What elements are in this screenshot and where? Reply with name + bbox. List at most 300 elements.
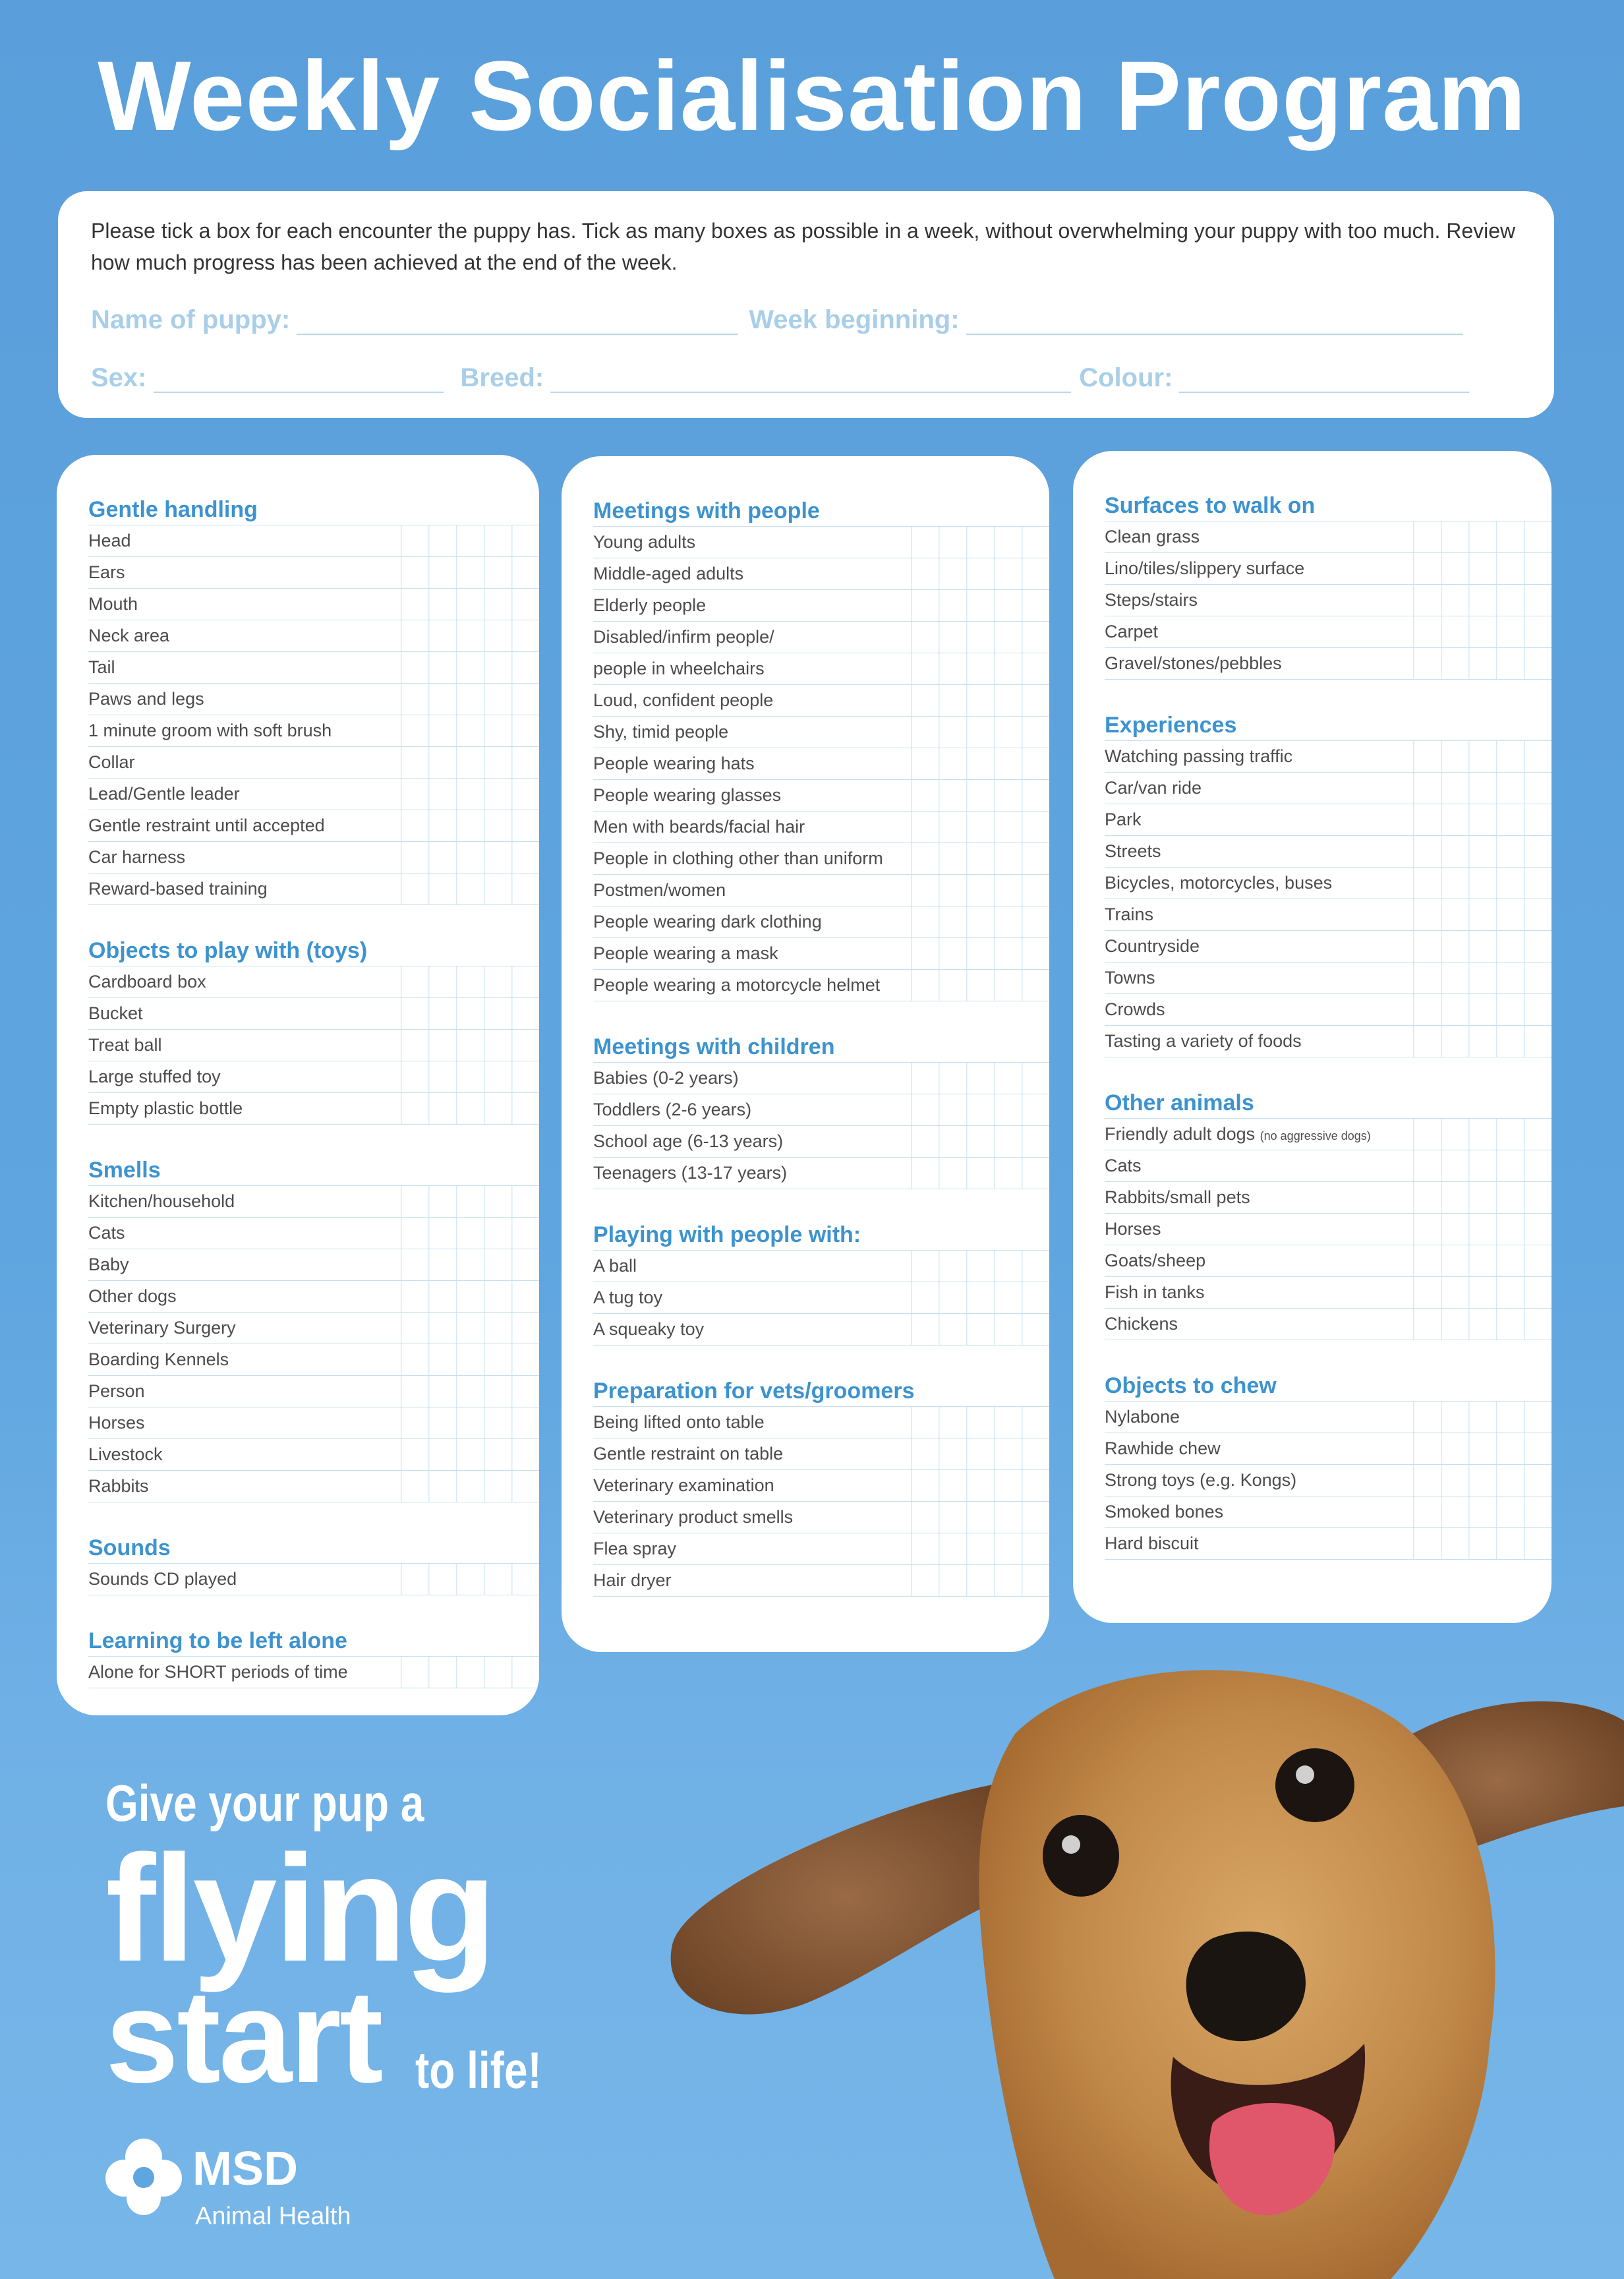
section-meetings-with-people (593, 496, 1049, 1001)
tick-boxes[interactable] (911, 843, 1049, 874)
item-text: Countryside (1105, 936, 1200, 956)
item-text: Nylabone (1105, 1407, 1180, 1427)
checklist-row (593, 558, 1049, 590)
item-text: Toddlers (2-6 years) (593, 1100, 752, 1119)
tick-boxes[interactable] (401, 1218, 539, 1249)
tick-boxes[interactable] (911, 1407, 1049, 1438)
tick-boxes[interactable] (911, 938, 1049, 969)
checklist-row (593, 906, 1049, 938)
tick-boxes[interactable] (1413, 1182, 1552, 1213)
tick-boxes[interactable] (401, 1093, 539, 1124)
checklist-row (1105, 1277, 1552, 1309)
item-text: Steps/stairs (1105, 590, 1198, 610)
tick-boxes[interactable] (401, 1061, 539, 1092)
tick-boxes[interactable] (401, 525, 539, 556)
item-text: Chickens (1105, 1314, 1178, 1334)
item-text: People in clothing other than uniform (593, 848, 883, 868)
item-text: Tasting a variety of foods (1105, 1031, 1302, 1051)
brand-subtitle: Animal Health (195, 2203, 351, 2230)
item-text: 1 minute groom with soft brush (88, 721, 332, 740)
checklist-row (88, 525, 539, 557)
item-text: Lead/Gentle leader (88, 784, 240, 804)
tick-boxes[interactable] (401, 1281, 539, 1312)
section-gap (1073, 680, 1552, 710)
checklist-row (88, 715, 539, 747)
item-text: Ears (88, 562, 125, 582)
section-objects-to-chew (1105, 1371, 1552, 1560)
checklist-row (1105, 868, 1552, 899)
checklist-row (1105, 1309, 1552, 1340)
checklist-row (88, 557, 539, 589)
section-preparation-for-vets-groomers (593, 1376, 1049, 1597)
checklist-row (593, 1533, 1049, 1565)
tick-boxes[interactable] (1413, 1465, 1552, 1496)
checklist-row (1105, 553, 1552, 585)
checklist-column-1 (57, 455, 539, 1715)
tick-boxes[interactable] (1413, 1245, 1552, 1276)
checklist-row (1105, 899, 1552, 931)
item-text: Car/van ride (1105, 778, 1202, 798)
item-text: Hard biscuit (1105, 1533, 1199, 1553)
section-smells (88, 1155, 539, 1502)
checklist-row (593, 1094, 1049, 1126)
tick-boxes[interactable] (911, 653, 1049, 684)
checklist-row (88, 1218, 539, 1249)
item-text: Park (1105, 810, 1142, 829)
tick-boxes[interactable] (1413, 1277, 1552, 1308)
checklist-row (88, 652, 539, 684)
tick-boxes[interactable] (1413, 521, 1552, 552)
breed-field[interactable] (550, 365, 1071, 393)
tick-boxes[interactable] (911, 875, 1049, 906)
tick-boxes[interactable] (401, 1564, 539, 1595)
breed-label: Breed: (460, 363, 544, 392)
tick-boxes[interactable] (911, 622, 1049, 653)
section-title: Meetings with children (593, 1032, 1049, 1063)
item-text: Clean grass (1105, 527, 1200, 547)
item-text: Watching passing traffic (1105, 746, 1293, 766)
item-note: (no aggressive dogs) (1260, 1129, 1371, 1142)
tick-boxes[interactable] (911, 1251, 1049, 1282)
checklist-row (593, 1407, 1049, 1438)
section-gap (57, 1595, 539, 1626)
section-gentle-handling (88, 494, 539, 905)
checklist-row (593, 1158, 1049, 1189)
checklist-row (88, 779, 539, 810)
checklist-row (1105, 648, 1552, 680)
tick-boxes[interactable] (1413, 899, 1552, 930)
checklist-row (1105, 1245, 1552, 1277)
item-text: Gravel/stones/pebbles (1105, 653, 1282, 673)
tick-boxes[interactable] (1413, 804, 1552, 835)
brand-name: MSD (192, 2143, 298, 2195)
checklist-row (88, 1407, 539, 1439)
intro-panel (58, 191, 1554, 418)
checklist-row (88, 1657, 539, 1688)
checklist-row (88, 1281, 539, 1313)
checklist-row (1105, 1182, 1552, 1214)
tagline-line-2: flying (105, 1823, 494, 1993)
item-text: Goats/sheep (1105, 1251, 1206, 1270)
item-text: Being lifted onto table (593, 1412, 765, 1432)
tick-boxes[interactable] (401, 1657, 539, 1688)
checklist-row (88, 873, 539, 905)
tick-boxes[interactable] (1413, 1214, 1552, 1245)
tick-boxes[interactable] (1413, 585, 1552, 616)
tick-boxes[interactable] (1413, 1496, 1552, 1527)
section-experiences (1105, 710, 1552, 1057)
item-text: Boarding Kennels (88, 1349, 229, 1369)
checklist-row (88, 966, 539, 998)
item-text: Carpet (1105, 622, 1159, 641)
tick-boxes[interactable] (1413, 1402, 1552, 1433)
item-text: People wearing dark clothing (593, 912, 822, 932)
checklist-row (593, 717, 1049, 748)
checklist-row (88, 998, 539, 1030)
checklist-row (1105, 741, 1552, 773)
puppy-photo (633, 1635, 1624, 2279)
section-title: Surfaces to walk on (1105, 490, 1552, 521)
section-playing-with-people-with (593, 1220, 1049, 1346)
checklist-row (593, 1314, 1049, 1346)
checklist-column-2 (562, 456, 1049, 1652)
tick-boxes[interactable] (911, 1282, 1049, 1313)
item-text: Loud, confident people (593, 690, 774, 710)
item-text: Babies (0-2 years) (593, 1068, 739, 1088)
checklist-row (1105, 1465, 1552, 1496)
item-text: Lino/tiles/slippery surface (1105, 558, 1305, 578)
item-text: Tail (88, 657, 115, 677)
tick-boxes[interactable] (401, 1249, 539, 1280)
section-title: Other animals (1105, 1088, 1552, 1119)
section-title: Experiences (1105, 710, 1552, 741)
checklist-row (593, 1063, 1049, 1094)
fields-row-1 (91, 293, 1521, 335)
tick-boxes[interactable] (1413, 1119, 1552, 1150)
tick-boxes[interactable] (1413, 836, 1552, 867)
section-title: Playing with people with: (593, 1220, 1049, 1251)
section-learning-to-be-left-alone (88, 1626, 539, 1688)
msd-logo-icon (104, 2137, 183, 2216)
item-text: Alone for SHORT periods of time (88, 1662, 348, 1682)
checklist-row (88, 842, 539, 873)
item-text: People wearing hats (593, 754, 755, 773)
week-field[interactable] (966, 307, 1463, 335)
checklist-row (593, 938, 1049, 970)
tick-boxes[interactable] (911, 527, 1049, 558)
item-text: Disabled/infirm people/ (593, 627, 774, 647)
item-text: People wearing a motorcycle helmet (593, 975, 881, 995)
fields-row-2 (91, 351, 1521, 393)
checklist-row (1105, 585, 1552, 616)
tick-boxes[interactable] (401, 779, 539, 810)
tick-boxes[interactable] (1413, 868, 1552, 899)
tick-boxes[interactable] (1413, 1433, 1552, 1464)
item-text: Empty plastic bottle (88, 1098, 243, 1118)
item-text: Middle-aged adults (593, 564, 744, 583)
item-text: Head (88, 531, 131, 550)
tick-boxes[interactable] (911, 906, 1049, 937)
item-text: Treat ball (88, 1035, 162, 1055)
tick-boxes[interactable] (911, 970, 1049, 1001)
item-text: Smoked bones (1105, 1502, 1224, 1522)
instructions-text: Please tick a box for each encounter the puppy has. Tick as many boxes as possible in a week, without overwhelming your puppy with too much. Review how much progress has been achieved at the end of the week. (91, 219, 1516, 274)
checklist-row (593, 812, 1049, 843)
checklist-row (88, 1249, 539, 1281)
checklist-row (1105, 616, 1552, 648)
tick-boxes[interactable] (401, 1344, 539, 1375)
tick-boxes[interactable] (911, 1126, 1049, 1157)
tick-boxes[interactable] (401, 589, 539, 620)
item-text: Shy, timid people (593, 722, 729, 742)
section-gap (57, 905, 539, 935)
checklist-row (88, 1376, 539, 1407)
item-text: Teenagers (13-17 years) (593, 1163, 788, 1183)
section-title: Learning to be left alone (88, 1626, 539, 1657)
tick-boxes[interactable] (401, 715, 539, 746)
tick-boxes[interactable] (1413, 773, 1552, 804)
item-text: Friendly adult dogs (1105, 1124, 1256, 1144)
checklist-row (593, 970, 1049, 1001)
checklist-row (593, 1470, 1049, 1502)
item-text: A squeaky toy (593, 1319, 705, 1339)
item-text: Rawhide chew (1105, 1438, 1221, 1458)
checklist-row (1105, 773, 1552, 804)
tick-boxes[interactable] (911, 1533, 1049, 1564)
item-text: Mouth (88, 594, 138, 614)
checklist-row (88, 1471, 539, 1502)
colour-label: Colour: (1079, 363, 1173, 392)
item-text: Baby (88, 1255, 129, 1274)
checklist-row (1105, 1528, 1552, 1560)
checklist-row (593, 1126, 1049, 1158)
tagline-line-1: Give your pup a (105, 1774, 424, 1832)
tick-boxes[interactable] (1413, 741, 1552, 772)
name-field[interactable] (297, 307, 738, 335)
tick-boxes[interactable] (911, 1502, 1049, 1533)
tick-boxes[interactable] (401, 1471, 539, 1502)
tick-boxes[interactable] (911, 1438, 1049, 1469)
checklist-row (88, 747, 539, 779)
checklist-row (1105, 1026, 1552, 1057)
item-text: Gentle restraint until accepted (88, 815, 325, 835)
item-text: Paws and legs (88, 689, 204, 709)
tick-boxes[interactable] (1413, 994, 1552, 1025)
checklist-row (88, 1344, 539, 1376)
item-text: Gentle restraint on table (593, 1444, 784, 1464)
checklist-row (88, 810, 539, 842)
tick-boxes[interactable] (401, 810, 539, 841)
tick-boxes[interactable] (401, 747, 539, 778)
section-gap (1073, 1340, 1552, 1371)
item-text: Bucket (88, 1003, 143, 1023)
item-text: Large stuffed toy (88, 1067, 221, 1086)
tick-boxes[interactable] (401, 998, 539, 1029)
name-label: Name of puppy: (91, 305, 291, 334)
tick-boxes[interactable] (1413, 1528, 1552, 1559)
checklist-row (88, 1061, 539, 1093)
section-title: Preparation for vets/groomers (593, 1376, 1049, 1407)
checklist-row (1105, 804, 1552, 836)
item-text: Postmen/women (593, 880, 726, 900)
tick-boxes[interactable] (1413, 962, 1552, 993)
checklist-row (88, 1439, 539, 1471)
item-text: Other dogs (88, 1286, 177, 1306)
checklist-row (1105, 1496, 1552, 1528)
section-title: Meetings with people (593, 496, 1049, 527)
checklist-row (1105, 931, 1552, 962)
item-text: Flea spray (593, 1539, 677, 1558)
tick-boxes[interactable] (401, 684, 539, 715)
checklist-row (593, 1502, 1049, 1533)
checklist-row (1105, 521, 1552, 553)
checklist-row (88, 589, 539, 620)
item-text: Sounds CD played (88, 1569, 237, 1589)
item-text: Neck area (88, 626, 170, 645)
item-text: Trains (1105, 904, 1154, 924)
checklist-column-3 (1073, 451, 1552, 1623)
section-objects-to-play-with-toys (88, 935, 539, 1125)
tick-boxes[interactable] (401, 1376, 539, 1407)
section-gap (562, 1001, 1049, 1032)
section-gap (1073, 1057, 1552, 1088)
checklist-row (88, 1313, 539, 1344)
tick-boxes[interactable] (911, 1565, 1049, 1596)
tick-boxes[interactable] (911, 1094, 1049, 1125)
tick-boxes[interactable] (401, 1407, 539, 1438)
section-gap (57, 1125, 539, 1155)
tick-boxes[interactable] (1413, 648, 1552, 679)
week-label: Week beginning: (749, 305, 960, 334)
item-text: Veterinary product smells (593, 1507, 794, 1527)
item-text: Bicycles, motorcycles, buses (1105, 873, 1333, 893)
section-gap (57, 1502, 539, 1533)
page-title: Weekly Socialisation Program (98, 40, 1526, 151)
tick-boxes[interactable] (911, 812, 1049, 843)
tick-boxes[interactable] (911, 780, 1049, 811)
item-text: Collar (88, 752, 135, 772)
tick-boxes[interactable] (401, 557, 539, 588)
item-text: Elderly people (593, 595, 707, 615)
checklist-row (593, 748, 1049, 780)
item-text: Streets (1105, 841, 1161, 861)
checklist-row (593, 622, 1049, 653)
sex-label: Sex: (91, 363, 147, 392)
item-text: people in wheelchairs (593, 659, 765, 678)
checklist-row (1105, 836, 1552, 868)
checklist-row (1105, 1214, 1552, 1245)
section-sounds (88, 1533, 539, 1595)
tick-boxes[interactable] (401, 842, 539, 873)
section-title: Smells (88, 1155, 539, 1186)
section-surfaces-to-walk-on (1105, 490, 1552, 680)
checklist-row (88, 620, 539, 652)
item-text: Cats (88, 1223, 125, 1243)
section-other-animals (1105, 1088, 1552, 1340)
item-text: Reward-based training (88, 879, 268, 899)
tick-boxes[interactable] (911, 1158, 1049, 1189)
item-text: Strong toys (e.g. Kongs) (1105, 1470, 1297, 1490)
tick-boxes[interactable] (1413, 616, 1552, 647)
tick-boxes[interactable] (1413, 553, 1552, 584)
tick-boxes[interactable] (401, 652, 539, 683)
tick-boxes[interactable] (1413, 1150, 1552, 1181)
checklist-row (593, 653, 1049, 685)
tick-boxes[interactable] (401, 1313, 539, 1344)
section-meetings-with-children (593, 1032, 1049, 1189)
checklist-row (593, 875, 1049, 906)
item-text: School age (6-13 years) (593, 1131, 784, 1151)
checklist-row (593, 590, 1049, 622)
item-text: Horses (1105, 1219, 1161, 1239)
tick-boxes[interactable] (1413, 1309, 1552, 1340)
section-gap (562, 1189, 1049, 1220)
tick-boxes[interactable] (911, 558, 1049, 589)
tick-boxes[interactable] (401, 620, 539, 651)
section-title: Sounds (88, 1533, 539, 1564)
item-text: Young adults (593, 532, 696, 552)
item-text: A ball (593, 1256, 637, 1276)
checklist-row (1105, 1433, 1552, 1465)
checklist-row (593, 780, 1049, 812)
sex-field[interactable] (154, 365, 444, 393)
item-text: Person (88, 1381, 145, 1401)
tick-boxes[interactable] (401, 1030, 539, 1061)
checklist-row (88, 1030, 539, 1061)
tick-boxes[interactable] (911, 685, 1049, 716)
tick-boxes[interactable] (911, 1314, 1049, 1345)
item-text: Livestock (88, 1444, 163, 1464)
item-text: Veterinary examination (593, 1475, 774, 1495)
item-text: Cardboard box (88, 972, 206, 992)
item-text: Kitchen/household (88, 1191, 235, 1211)
item-text: Car harness (88, 847, 186, 867)
item-text: Towns (1105, 968, 1155, 988)
section-title: Objects to play with (toys) (88, 935, 539, 966)
checklist-row (88, 1564, 539, 1595)
item-text: Men with beards/facial hair (593, 817, 805, 837)
tick-boxes[interactable] (911, 1063, 1049, 1094)
tick-boxes[interactable] (1413, 931, 1552, 962)
item-text: Horses (88, 1413, 145, 1433)
tagline-line-4: to life! (415, 2041, 542, 2099)
tick-boxes[interactable] (911, 1470, 1049, 1501)
checklist-row (593, 843, 1049, 875)
item-text: Hair dryer (593, 1570, 672, 1590)
item-text: Crowds (1105, 999, 1165, 1019)
section-title: Objects to chew (1105, 1371, 1552, 1402)
tick-boxes[interactable] (911, 590, 1049, 621)
tick-boxes[interactable] (911, 748, 1049, 779)
tick-boxes[interactable] (911, 717, 1049, 748)
checklist-row (1105, 962, 1552, 994)
tick-boxes[interactable] (401, 873, 539, 904)
item-text: Cats (1105, 1156, 1142, 1175)
checklist-row (593, 1438, 1049, 1470)
colour-field[interactable] (1179, 365, 1469, 393)
tagline-line-3: start (105, 1963, 382, 2110)
item-text: Fish in tanks (1105, 1282, 1205, 1302)
checklist-row (593, 527, 1049, 558)
checklist-row (1105, 1150, 1552, 1182)
tick-boxes[interactable] (401, 966, 539, 997)
checklist-row (593, 1282, 1049, 1314)
tick-boxes[interactable] (401, 1439, 539, 1470)
item-text: Rabbits/small pets (1105, 1187, 1250, 1207)
item-text: Rabbits (88, 1476, 149, 1496)
tick-boxes[interactable] (401, 1186, 539, 1217)
tick-boxes[interactable] (1413, 1026, 1552, 1057)
